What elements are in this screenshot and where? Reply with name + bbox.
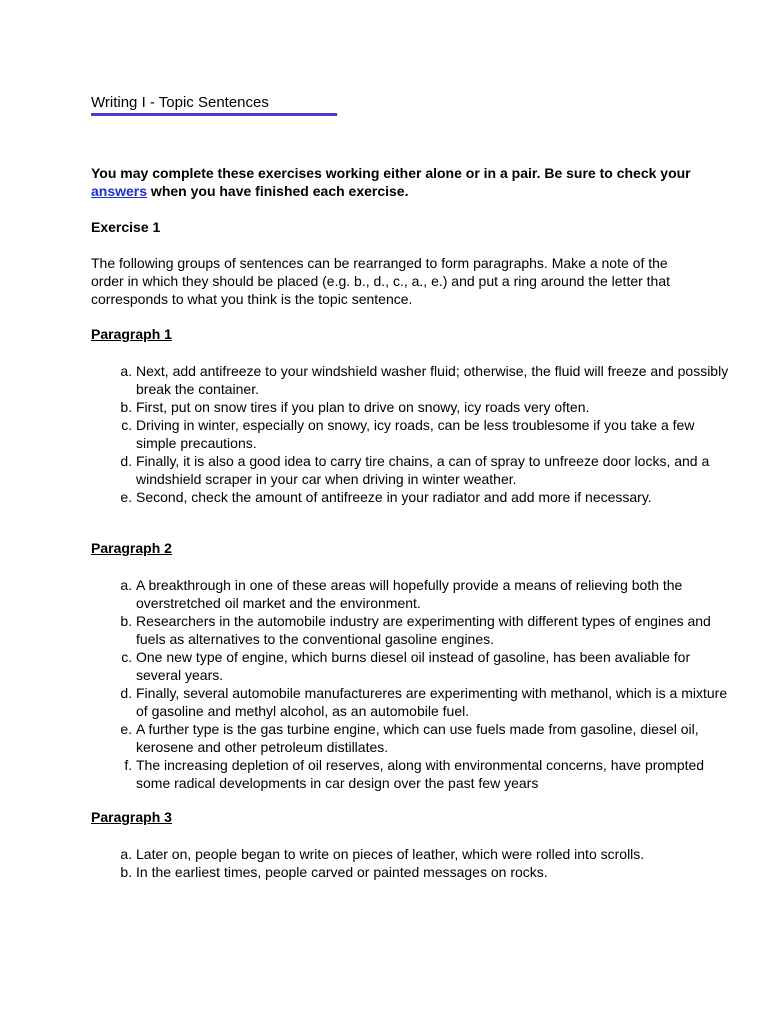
paragraph-1-list <box>91 362 736 506</box>
list-item: b. Researchers in the automobile industry are experimenting with different types of engines and fuels as alternatives to the conventional gasoline engines. <box>136 612 736 648</box>
exercise-heading: Exercise 1 <box>91 219 161 235</box>
paragraph-2-heading: Paragraph 2 <box>91 540 172 556</box>
list-item: c. One new type of engine, which burns diesel oil instead of gasoline, has been avaliable for several years. <box>136 648 736 684</box>
paragraph-3-heading: Paragraph 3 <box>91 809 172 825</box>
intro-after: when you have finished each exercise. <box>147 183 409 199</box>
list-item: e. A further type is the gas turbine engine, which can use fuels made from gasoline, diesel oil, kerosene and other petroleum distillates. <box>136 720 736 756</box>
paragraph-1-heading: Paragraph 1 <box>91 326 172 342</box>
list-item: b. First, put on snow tires if you plan to drive on snowy, icy roads very often. <box>136 398 736 416</box>
list-item: c. Driving in winter, especially on snowy, icy roads, can be less troublesome if you take a few simple precautions. <box>136 416 736 452</box>
list-item: a. Later on, people began to write on pieces of leather, which were rolled into scrolls. <box>136 845 736 863</box>
title-underline <box>91 113 337 116</box>
intro-text <box>91 164 691 200</box>
page-title: Writing I - Topic Sentences <box>91 94 269 111</box>
list-item: f. The increasing depletion of oil reserves, along with environmental concerns, have prompted some radical developments in car design over the past few years <box>136 756 736 792</box>
list-item: d. Finally, several automobile manufactureres are experimenting with methanol, which is a mixture of gasoline and methyl alcohol, as an automobile fuel. <box>136 684 736 720</box>
intro-before: You may complete these exercises working either alone or in a pair. Be sure to check your <box>91 165 691 181</box>
exercise-instructions: The following groups of sentences can be rearranged to form paragraphs. Make a note of the order in which they should be placed (e.g. b., d., c., a., e.) and put a ring around the letter that corresponds to what you think is the topic sentence. <box>91 255 671 307</box>
list-item: a. A breakthrough in one of these areas will hopefully provide a means of relieving both the overstretched oil market and the environment. <box>136 576 736 612</box>
list-item: e. Second, check the amount of antifreeze in your radiator and add more if necessary. <box>136 488 736 506</box>
list-item: d. Finally, it is also a good idea to carry tire chains, a can of spray to unfreeze door locks, and a windshield scraper in your car when driving in winter weather. <box>136 452 736 488</box>
list-item: a. Next, add antifreeze to your windshield washer fluid; otherwise, the fluid will freeze and possibly break the container. <box>136 362 736 398</box>
paragraph-2-list <box>91 576 736 792</box>
answers-link[interactable]: answers <box>91 183 148 199</box>
list-item: b. In the earliest times, people carved or painted messages on rocks. <box>136 863 736 881</box>
paragraph-3-list <box>91 845 736 881</box>
